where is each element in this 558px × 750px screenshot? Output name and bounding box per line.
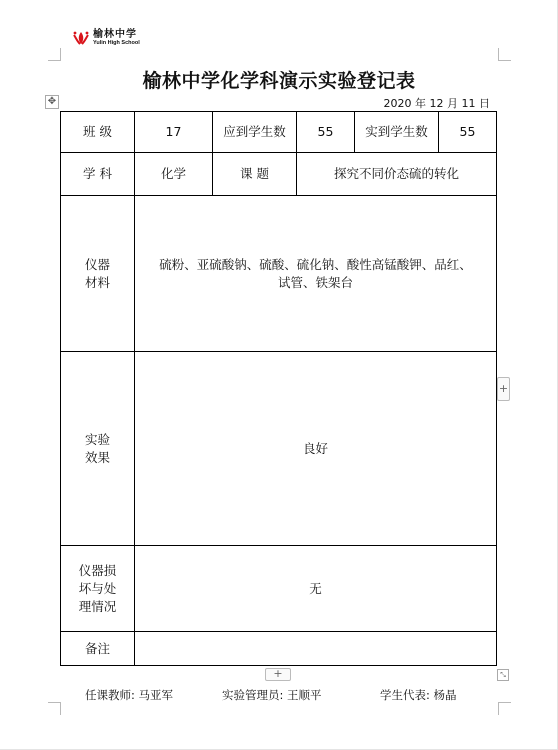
table-row-subject: [61, 153, 497, 196]
topic-label: 课 题: [213, 153, 297, 196]
actual-students-cell[interactable]: 55: [439, 112, 497, 153]
table-row-effect: [61, 352, 497, 546]
registration-table: [60, 111, 497, 666]
instruments-value-cell[interactable]: [135, 196, 497, 352]
add-row-button[interactable]: +: [265, 668, 291, 681]
effect-label: [61, 352, 135, 546]
damage-label-line3: 理情况: [78, 598, 117, 614]
instruments-value-line1: 硫粉、亚硫酸钠、硫酸、硫化钠、酸性高锰酸钾、品红、: [159, 256, 472, 272]
instruments-label-line1: 仪器: [84, 256, 110, 272]
effect-label-line1: 实验: [84, 431, 110, 447]
crop-mark-bottom-left: [48, 702, 61, 715]
expected-students-cell[interactable]: 55: [297, 112, 355, 153]
crop-mark-top-right: [498, 48, 511, 61]
crop-mark-bottom-right: [498, 702, 511, 715]
class-value-cell[interactable]: 17: [135, 112, 213, 153]
table-row-remarks: [61, 632, 497, 666]
school-emblem-icon: [72, 30, 90, 46]
crop-mark-top-left: [48, 48, 61, 61]
logo-name-en: Yulin High School: [93, 40, 140, 46]
school-logo: [72, 30, 140, 47]
record-date: 2020 年 12 月 11 日: [383, 97, 490, 110]
student-representative-signature: 学生代表: 杨晶: [380, 688, 457, 702]
remarks-value-cell[interactable]: [135, 632, 497, 666]
lab-manager-signature: 实验管理员: 王顺平: [222, 688, 322, 702]
table-row-instruments: [61, 196, 497, 352]
damage-value-cell[interactable]: 无: [135, 546, 497, 632]
topic-value-cell[interactable]: 探究不同价态硫的转化: [297, 153, 497, 196]
table-resize-handle-icon[interactable]: ⤡: [497, 669, 509, 681]
subject-label: 学 科: [61, 153, 135, 196]
instruments-label: [61, 196, 135, 352]
table-move-handle-icon[interactable]: ✥: [45, 95, 59, 109]
instruments-value-line2: 试管、铁架台: [277, 274, 353, 290]
remarks-label: 备注: [61, 632, 135, 666]
table-row-class: [61, 112, 497, 153]
logo-name-cn: 榆林中学: [93, 29, 137, 40]
actual-students-label: 实到学生数: [355, 112, 439, 153]
add-column-button[interactable]: +: [497, 377, 510, 401]
effect-value-cell[interactable]: 良好: [135, 352, 497, 546]
damage-label: [61, 546, 135, 632]
instruments-label-line2: 材料: [84, 274, 110, 290]
document-title: 榆林中学化学科演示实验登记表: [142, 70, 416, 92]
damage-label-line1: 仪器损: [78, 562, 117, 578]
effect-label-line2: 效果: [84, 449, 110, 465]
teacher-signature: 任课教师: 马亚军: [85, 688, 174, 702]
damage-label-line2: 坏与处: [78, 580, 117, 596]
class-label: 班 级: [61, 112, 135, 153]
expected-students-label: 应到学生数: [213, 112, 297, 153]
table-row-damage: [61, 546, 497, 632]
subject-value-cell[interactable]: 化学: [135, 153, 213, 196]
